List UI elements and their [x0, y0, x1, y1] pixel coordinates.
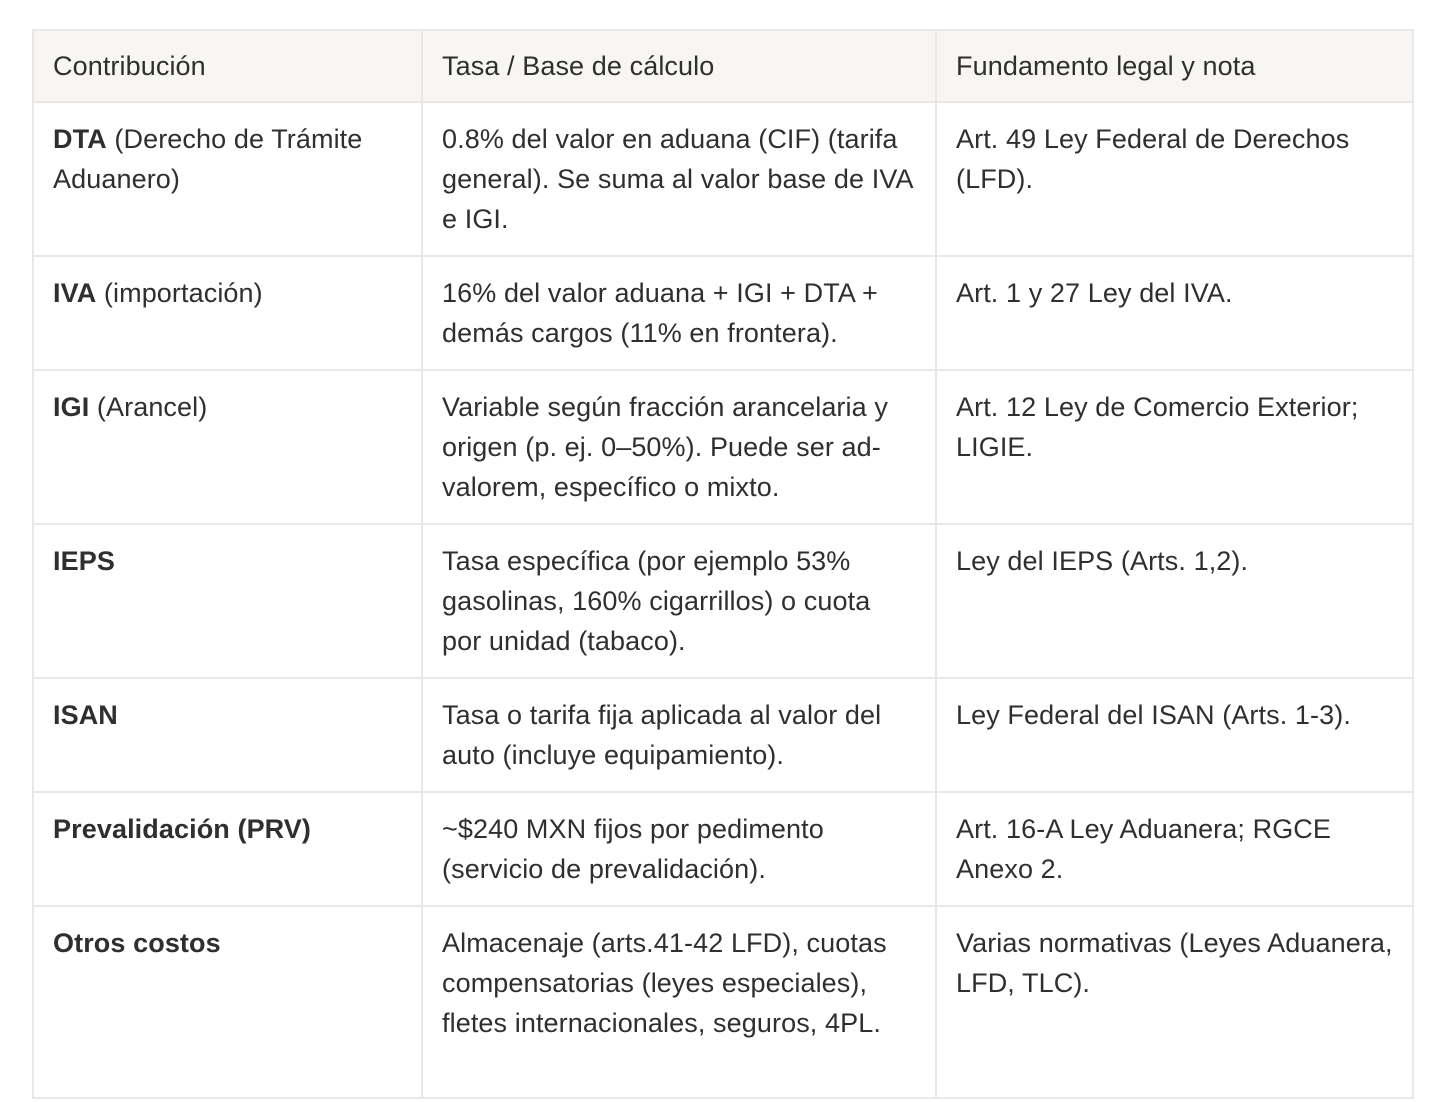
legal-cell: Art. 1 y 27 Ley del IVA.	[936, 256, 1413, 370]
table-row	[33, 792, 1413, 906]
table-row	[33, 678, 1413, 792]
legal-cell: Art. 12 Ley de Comercio Exterior; LIGIE.	[936, 370, 1413, 524]
contribution-name: Prevalidación (PRV)	[53, 814, 311, 844]
table-header-row	[33, 30, 1413, 102]
rate-cell: Almacenaje (arts.41-42 LFD), cuotas compensatorias (leyes especiales), fletes internacionales, seguros, 4PL.	[422, 906, 936, 1098]
rate-cell: Tasa o tarifa fija aplicada al valor del auto (incluye equipamiento).	[422, 678, 936, 792]
contribution-cell	[33, 678, 422, 792]
contribution-name-suffix: (importación)	[96, 278, 263, 308]
legal-cell: Ley del IEPS (Arts. 1,2).	[936, 524, 1413, 678]
contribution-name: IGI	[53, 392, 90, 422]
header-tasa-base: Tasa / Base de cálculo	[422, 30, 936, 102]
contribution-name: DTA	[53, 124, 107, 154]
rate-cell: 0.8% del valor en aduana (CIF) (tarifa general). Se suma al valor base de IVA e IGI.	[422, 102, 936, 256]
header-fundamento-legal: Fundamento legal y nota	[936, 30, 1413, 102]
rate-cell: Variable según fracción arancelaria y origen (p. ej. 0–50%). Puede ser ad-valorem, específico o mixto.	[422, 370, 936, 524]
rate-cell: 16% del valor aduana + IGI + DTA + demás cargos (11% en frontera).	[422, 256, 936, 370]
header-contribucion: Contribución	[33, 30, 422, 102]
contribution-name-suffix: (Arancel)	[89, 392, 208, 422]
legal-cell: Art. 49 Ley Federal de Derechos (LFD).	[936, 102, 1413, 256]
contribution-name: IVA	[53, 278, 97, 308]
contribution-name: ISAN	[53, 700, 118, 730]
contribution-cell	[33, 524, 422, 678]
table-row	[33, 102, 1413, 256]
legal-cell: Ley Federal del ISAN (Arts. 1-3).	[936, 678, 1413, 792]
contribution-name-suffix: (Derecho de Trámite Aduanero)	[53, 124, 363, 194]
table-row	[33, 524, 1413, 678]
contribution-name: IEPS	[53, 546, 115, 576]
contribution-cell	[33, 256, 422, 370]
table-row	[33, 370, 1413, 524]
legal-cell: Art. 16-A Ley Aduanera; RGCE Anexo 2.	[936, 792, 1413, 906]
contribution-cell	[33, 906, 422, 1098]
contribution-name: Otros costos	[53, 928, 221, 958]
contributions-table-container	[32, 29, 1412, 1099]
table-row	[33, 906, 1413, 1098]
rate-cell: ~$240 MXN fijos por pedimento (servicio de prevalidación).	[422, 792, 936, 906]
legal-cell: Varias normativas (Leyes Aduanera, LFD, TLC).	[936, 906, 1413, 1098]
rate-cell: Tasa específica (por ejemplo 53% gasolinas, 160% cigarrillos) o cuota por unidad (tabaco).	[422, 524, 936, 678]
contribution-cell	[33, 370, 422, 524]
contribution-cell	[33, 792, 422, 906]
contributions-table	[32, 29, 1414, 1099]
table-row	[33, 256, 1413, 370]
contribution-cell	[33, 102, 422, 256]
